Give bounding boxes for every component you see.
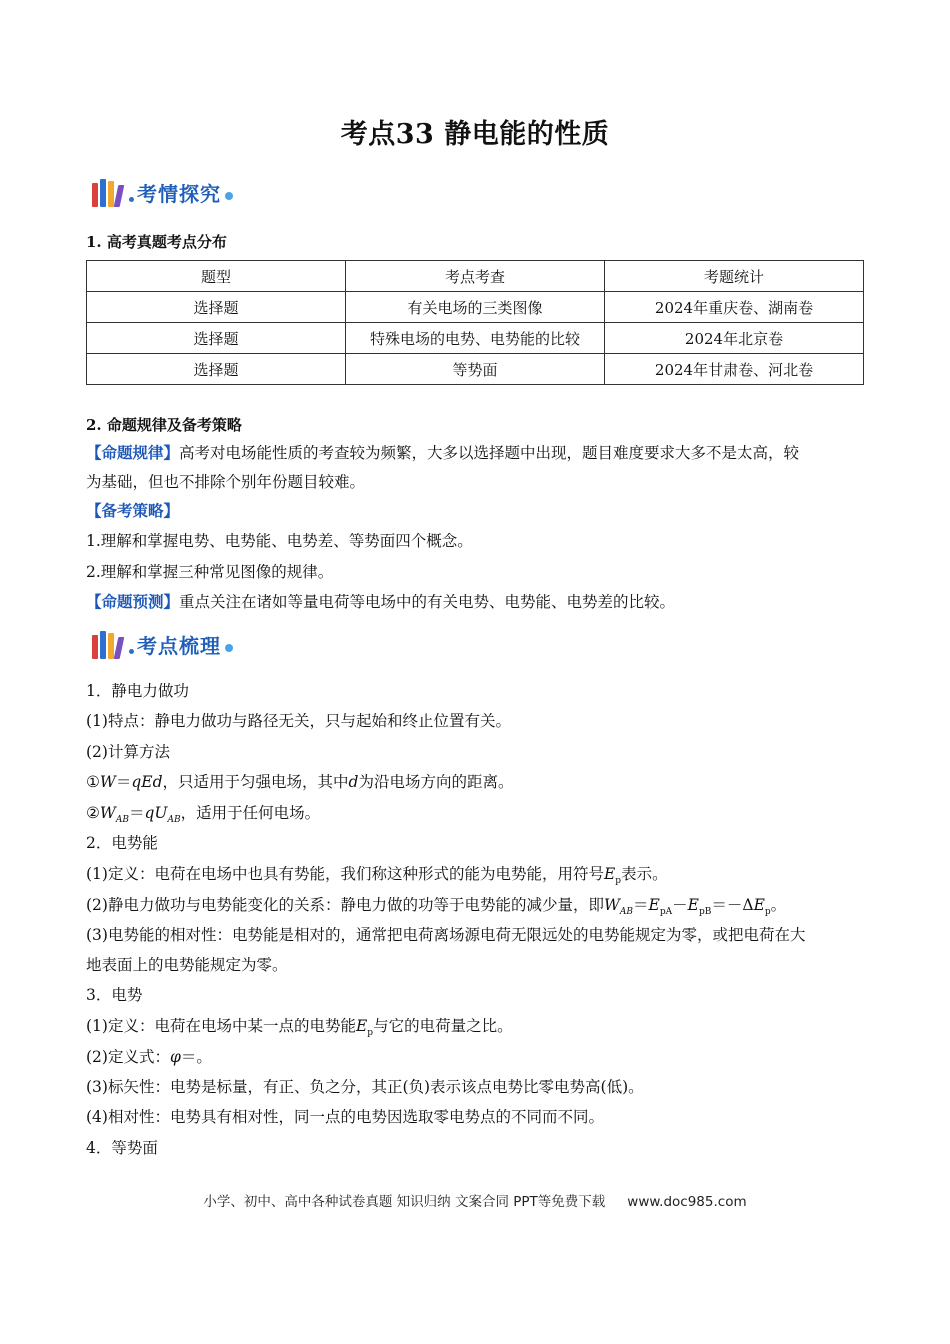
section-heading: 1. 高考真题考点分布 [86, 233, 227, 251]
subsection-heading: 4．等势面 [86, 1139, 158, 1157]
page-title: 考点33 静电能的性质 [340, 119, 610, 150]
formula-line: $②W_{AB}=qU_{AB}$，适用于任何电场。 [86, 804, 321, 826]
books-icon [92, 179, 124, 207]
table-cell: 有关电场的三类图像 [346, 292, 605, 323]
paragraph: (1)特点：静电力做功与路径无关，只与起始和终止位置有关。 [86, 712, 511, 730]
banner-kaoqing [92, 178, 233, 207]
strategy-tag: 【备考策略】 [86, 501, 180, 520]
table-cell: 2024年甘肃卷、河北卷 [605, 354, 864, 385]
paragraph-cont: 地表面上的电势能规定为零。 [86, 956, 288, 974]
paragraph: (2)计算方法 [86, 743, 170, 761]
rule-paragraph-cont: 为基础，但也不排除个别年份题目较难。 [86, 473, 366, 491]
paragraph: (3)标矢性：电势是标量，有正、负之分，其正(负)表示该点电势比零电势高(低)。 [86, 1078, 644, 1096]
strategy-item: 1.理解和掌握电势、电势能、电势差、等势面四个概念。 [86, 532, 473, 550]
table-cell: 等势面 [346, 354, 605, 385]
footer-link[interactable]: www.doc985.com [627, 1194, 747, 1210]
paragraph: (1)定义：电荷在电场中也具有势能，我们称这种形式的能为电势能，用符号$E_p$表示。 [86, 865, 668, 887]
table-cell: 特殊电场的电势、电势能的比较 [346, 323, 605, 354]
table-cell: 选择题 [87, 323, 346, 354]
table-cell: 2024年重庆卷、湖南卷 [605, 292, 864, 323]
table-cell: 2024年北京卷 [605, 323, 864, 354]
table-cell: 选择题 [87, 292, 346, 323]
table-row [87, 354, 864, 385]
subsection-heading: 3．电势 [86, 986, 143, 1004]
table-row [87, 323, 864, 354]
table-row [87, 292, 864, 323]
rule-tag: 【命题规律】 [86, 443, 180, 462]
footer-text: 小学、初中、高中各种试卷真题 知识归纳 文案合同 PPT等免费下载 [203, 1194, 606, 1210]
paragraph: (1)定义：电荷在电场中某一点的电势能$E_p$与它的电荷量之比。 [86, 1017, 513, 1039]
table-header-cell: 题型 [87, 261, 346, 292]
predict-paragraph: 【命题预测】重点关注在诸如等量电荷等电场中的有关电势、电势能、电势差的比较。 [86, 592, 676, 611]
table-header-cell: 考点考查 [346, 261, 605, 292]
banner-text: 考点梳理 [137, 634, 221, 658]
strategy-item: 2.理解和掌握三种常见图像的规律。 [86, 563, 334, 581]
paragraph: (4)相对性：电势具有相对性，同一点的电势因选取零电势点的不同而不同。 [86, 1108, 604, 1126]
banner-text: 考情探究 [137, 182, 221, 206]
rule-paragraph: 【命题规律】高考对电场能性质的考查较为频繁，大多以选择题中出现，题目难度要求大多不是太高，较 [86, 443, 800, 462]
formula-line: ①W＝qEd，只适用于匀强电场，其中d为沿电场方向的距离。 [86, 773, 514, 791]
exam-table [86, 260, 864, 385]
page-footer [0, 1190, 950, 1210]
paragraph: (2)静电力做功与电势能变化的关系：静电力做的功等于电势能的减少量，即$W_{AB}=E_{pA}-E_{pB}=-\Delta E_p$。 [86, 896, 787, 918]
table-header-cell: 考题统计 [605, 261, 864, 292]
table-cell: 选择题 [87, 354, 346, 385]
table-header-row [87, 261, 864, 292]
paragraph: (3)电势能的相对性：电势能是相对的，通常把电荷离场源电荷无限远处的电势能规定为零，或把电荷在大 [86, 926, 806, 944]
subsection-heading: 2．电势能 [86, 834, 158, 852]
books-icon [92, 631, 124, 659]
paragraph: (2)定义式：φ＝。 [86, 1048, 212, 1066]
predict-tag: 【命题预测】 [86, 592, 180, 611]
banner-kaodian [92, 630, 233, 659]
subsection-heading: 1．静电力做功 [86, 682, 189, 700]
section-heading: 2. 命题规律及备考策略 [86, 416, 242, 434]
